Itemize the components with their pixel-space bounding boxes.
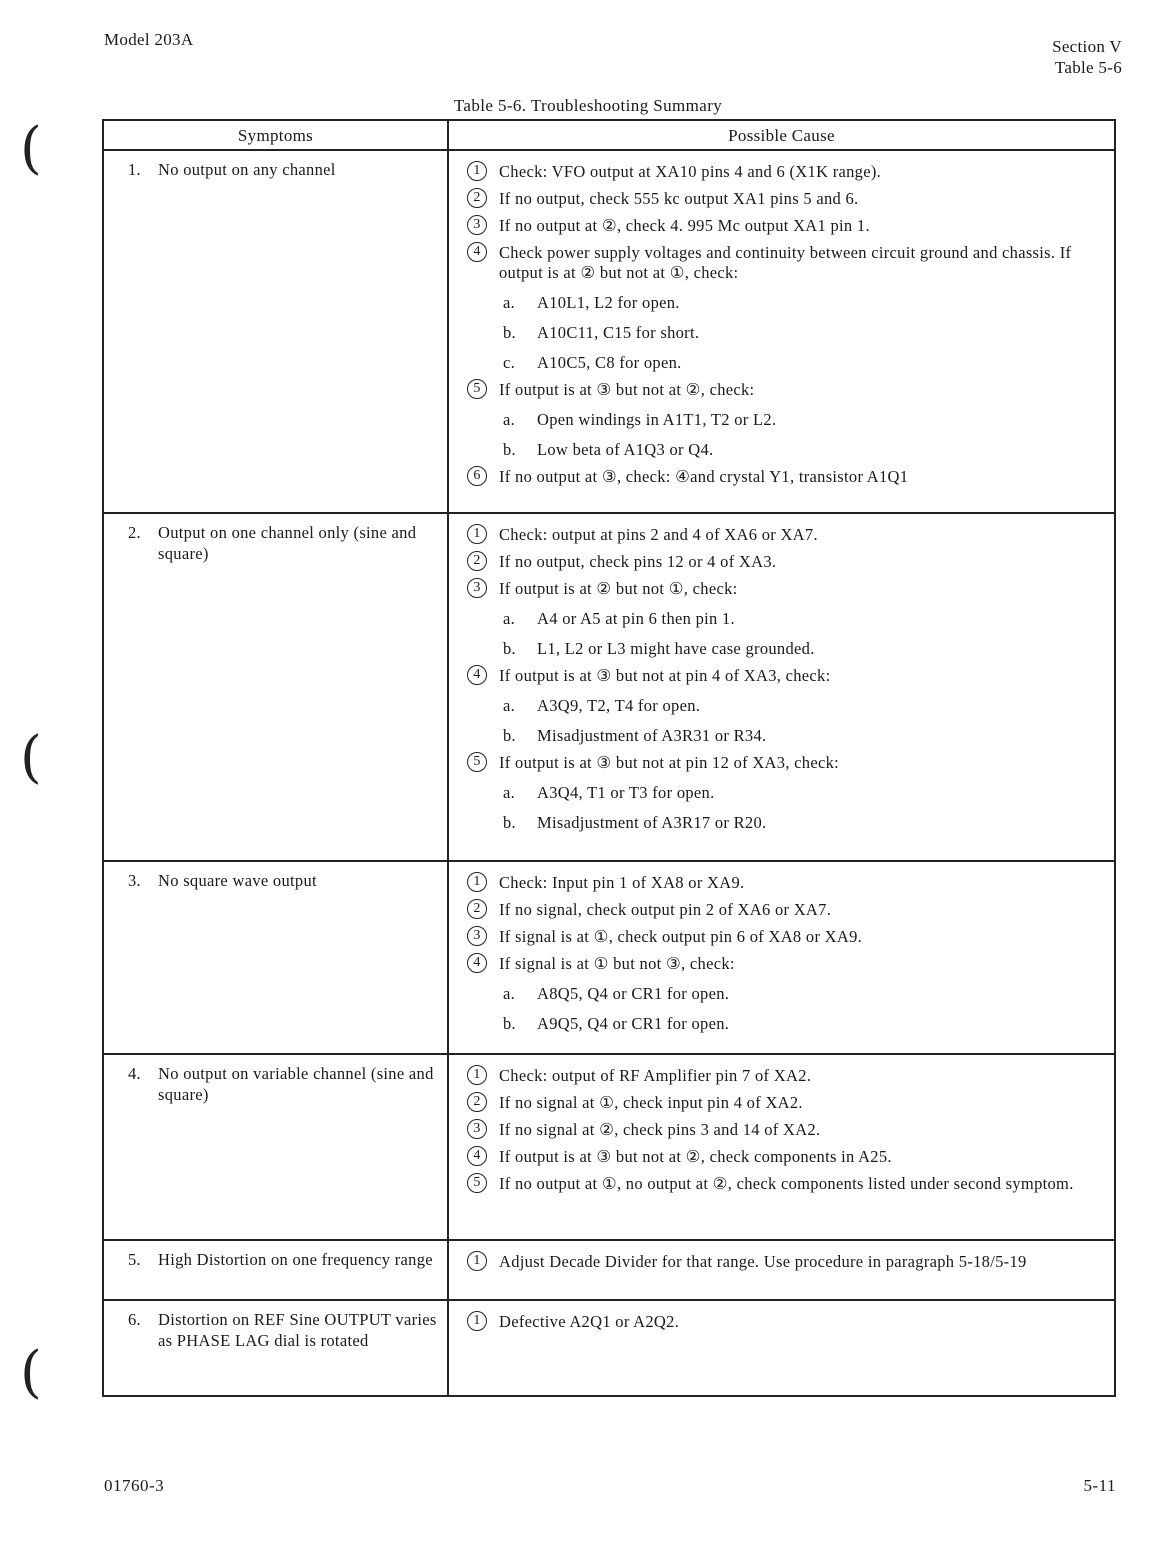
substep-letter: b. [503,440,516,459]
cause-step [467,1312,1104,1332]
cause-step-text: If no output at ③, check: ④and crystal Y1, transistor A1Q1 [499,467,909,486]
substep-letter: b. [503,323,516,342]
symptom [128,1309,439,1351]
symptoms-column-header: Symptoms [103,120,448,150]
step-number-badge: 1 [467,1251,487,1271]
cause-step [467,162,1104,182]
substep-letter: a. [503,695,516,715]
symptom-text: No output on any channel [158,160,336,179]
step-number-badge: 1 [467,524,487,544]
substep-letter: b. [503,812,516,832]
cause-step-text: If no signal, check output pin 2 of XA6 or XA7. [499,900,832,920]
troubleshooting-table [102,119,1116,1397]
step-number-badge: 3 [467,215,487,235]
step-number-badge: 2 [467,1092,487,1112]
step-number-badge: 1 [467,161,487,181]
cause-cell [448,861,1115,1054]
step-number-badge: 5 [467,752,487,772]
cause-substep-text: A10L1, L2 for open. [537,293,680,312]
cause-substep [467,410,1104,430]
symptom-number: 6. [128,1309,141,1329]
cause-step-text: If no signal at ②, check pins 3 and 14 of XA2. [499,1120,821,1140]
substep-letter: b. [503,1014,516,1034]
cause-step [467,380,1104,400]
cause-substep [467,783,1104,803]
cause-substep-text: A8Q5, Q4 or CR1 for open. [537,984,730,1004]
substep-letter: c. [503,353,516,372]
cause-step [467,954,1104,974]
substep-letter: a. [503,608,516,628]
cause-step [467,525,1104,545]
step-number-badge: 3 [467,1119,487,1139]
binder-hole-mark: ( [20,725,42,790]
cause-step [467,873,1104,893]
cause-substep [467,1014,1104,1034]
cause-cell [448,1240,1115,1300]
header-table-ref: Table 5-6 [1054,58,1122,77]
cause-substep-text: A4 or A5 at pin 6 then pin 1. [537,608,735,628]
symptom [128,522,439,564]
substep-letter: b. [503,725,516,745]
symptom-cell [103,1240,448,1300]
cause-substep [467,353,1104,373]
cause-step [467,216,1104,236]
cause-step-text: If output is at ③ but not at pin 12 of XA3, check: [499,752,840,772]
cause-step [467,467,1104,487]
cause-step-text: Check: VFO output at XA10 pins 4 and 6 (X1K range). [499,162,882,181]
cause-step [467,1252,1104,1272]
symptom [128,159,439,180]
cause-step-text: Check: Input pin 1 of XA8 or XA9. [499,873,745,893]
symptom-number: 1. [128,160,141,179]
cause-substep [467,293,1104,313]
binder-hole-mark: ( [20,116,42,181]
table-row [103,861,1115,1054]
cause-substep [467,726,1104,746]
cause-step [467,753,1104,773]
cause-step-text: If output is at ③ but not at ②, check: [499,380,755,399]
cause-step-text: If no output at ①, no output at ②, check components listed under second symptom. [499,1174,1074,1194]
symptom [128,870,439,891]
cause-step-text: If signal is at ①, check output pin 6 of XA8 or XA9. [499,927,863,947]
cause-substep [467,813,1104,833]
symptom [128,1249,439,1270]
symptom-text: No output on variable channel (sine and square) [158,1064,434,1105]
step-number-badge: 2 [467,899,487,919]
symptom-number: 3. [128,871,141,891]
table-caption: Table 5-6. Troubleshooting Summary [453,96,723,115]
header-section-block [1052,36,1122,78]
symptom-text: High Distortion on one frequency range [158,1249,433,1269]
cause-step-text: If no output, check 555 kc output XA1 pins 5 and 6. [499,189,859,208]
cause-step [467,1066,1104,1086]
cause-step-text: Defective A2Q1 or A2Q2. [499,1311,680,1331]
possible-cause-column-header: Possible Cause [448,120,1115,150]
step-number-badge: 1 [467,1311,487,1331]
cause-substep-text: A10C5, C8 for open. [537,353,682,372]
cause-step-text: If no output at ②, check 4. 995 Mc output XA1 pin 1. [499,216,870,235]
step-number-badge: 5 [467,379,487,399]
cause-step [467,900,1104,920]
step-number-badge: 6 [467,466,487,486]
cause-cell [448,1300,1115,1396]
cause-step [467,927,1104,947]
cause-substep-text: Misadjustment of A3R17 or R20. [537,812,767,832]
cause-step-text: If output is at ② but not ①, check: [499,578,738,598]
cause-step [467,1147,1104,1167]
substep-letter: b. [503,638,516,658]
substep-letter: a. [503,984,516,1004]
cause-step-text: If signal is at ① but not ③, check: [499,954,735,974]
symptom-number: 2. [128,522,141,542]
step-number-badge: 2 [467,551,487,571]
cause-substep-text: A9Q5, Q4 or CR1 for open. [537,1014,730,1034]
cause-substep [467,984,1104,1004]
cause-substep-text: A3Q9, T2, T4 for open. [537,695,701,715]
step-number-badge: 5 [467,1173,487,1193]
cause-step-text: Check: output at pins 2 and 4 of XA6 or XA7. [499,524,818,544]
step-number-badge: 4 [467,953,487,973]
cause-step [467,552,1104,572]
step-number-badge: 4 [467,1146,487,1166]
cause-cell [448,513,1115,862]
cause-step [467,1093,1104,1113]
symptom-text: No square wave output [158,871,317,891]
symptom-number: 5. [128,1249,141,1269]
cause-cell [448,150,1115,513]
step-number-badge: 4 [467,665,487,685]
cause-substep-text: Low beta of A1Q3 or Q4. [537,440,714,459]
substep-letter: a. [503,782,516,802]
step-number-badge: 4 [467,242,487,262]
cause-substep [467,696,1104,716]
symptom-cell [103,1054,448,1239]
cause-substep [467,609,1104,629]
cause-step-text: If output is at ③ but not at pin 4 of XA3, check: [499,665,831,685]
footer-page-number: 5-11 [1083,1476,1116,1495]
symptom-text: Output on one channel only (sine and square) [158,522,417,563]
cause-step-text: Check power supply voltages and continuity between circuit ground and chassis. If output is at ② but not at ①, check: [499,243,1072,282]
cause-step-text: If output is at ③ but not at ②, check components in A25. [499,1147,892,1167]
symptom [128,1063,439,1105]
cause-substep-text: A10C11, C15 for short. [537,323,700,342]
symptom-cell [103,861,448,1054]
cause-substep-text: Open windings in A1T1, T2 or L2. [537,410,777,429]
step-number-badge: 2 [467,188,487,208]
cause-substep-text: L1, L2 or L3 might have case grounded. [537,638,815,658]
cause-step [467,666,1104,686]
symptom-number: 4. [128,1064,141,1084]
header-model: Model 203A [104,30,194,49]
cause-step [467,243,1104,283]
step-number-badge: 3 [467,926,487,946]
cause-substep [467,440,1104,460]
substep-letter: a. [503,293,516,312]
footer-doc-number: 01760-3 [104,1476,165,1495]
step-number-badge: 1 [467,872,487,892]
cause-substep [467,323,1104,343]
table-row [103,1300,1115,1396]
cause-step [467,1120,1104,1140]
table-row [103,1054,1115,1239]
step-number-badge: 1 [467,1065,487,1085]
cause-step [467,1174,1104,1194]
symptom-cell [103,513,448,862]
table-header-row [103,120,1115,150]
table-row [103,1240,1115,1300]
table-row [103,150,1115,513]
cause-step [467,579,1104,599]
cause-step-text: If no signal at ①, check input pin 4 of XA2. [499,1093,803,1113]
substep-letter: a. [503,410,516,429]
cause-substep-text: Misadjustment of A3R31 or R34. [537,725,767,745]
symptom-cell [103,1300,448,1396]
cause-substep-text: A3Q4, T1 or T3 for open. [537,782,715,802]
symptom-text: Distortion on REF Sine OUTPUT varies as PHASE LAG dial is rotated [158,1309,437,1350]
cause-step [467,189,1104,209]
cause-step-text: If no output, check pins 12 or 4 of XA3. [499,551,777,571]
cause-step-text: Adjust Decade Divider for that range. Use procedure in paragraph 5-18/5-19 [499,1251,1027,1271]
cause-substep [467,639,1104,659]
binder-hole-mark: ( [20,1340,42,1405]
table-row [103,513,1115,862]
header-section: Section V [1052,37,1122,56]
symptom-cell [103,150,448,513]
cause-cell [448,1054,1115,1239]
cause-step-text: Check: output of RF Amplifier pin 7 of XA2. [499,1066,812,1086]
step-number-badge: 3 [467,578,487,598]
